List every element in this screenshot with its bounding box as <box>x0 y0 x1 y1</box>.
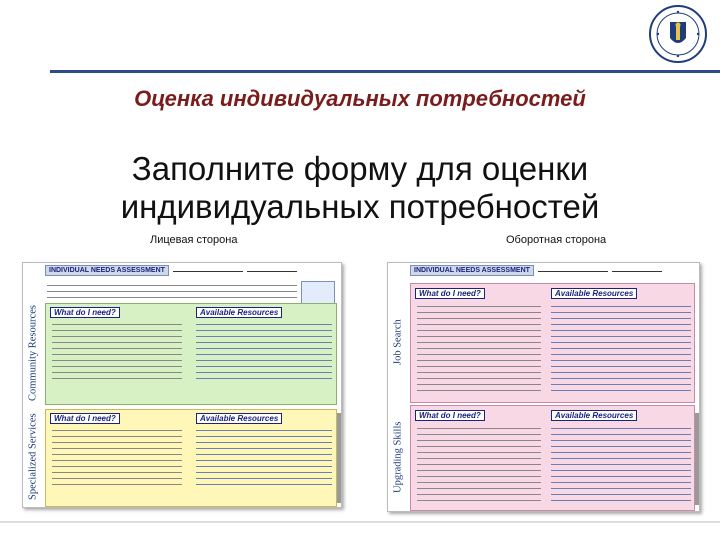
section-needs-lines <box>52 324 182 384</box>
slide-subtitle: Заполните форму для оценки индивидуальных потребностей <box>120 150 600 225</box>
section-question-label: What do I need? <box>50 413 120 424</box>
form-front-image <box>22 262 342 508</box>
footer-divider <box>0 521 720 523</box>
section-question-label: What do I need? <box>415 288 485 299</box>
state-seal-logo <box>648 4 708 64</box>
form-front-intro-lines <box>47 285 297 303</box>
section-needs-lines <box>417 306 541 396</box>
section-resources-label: Available Resources <box>196 307 282 318</box>
section-resources-label: Available Resources <box>551 288 637 299</box>
form-back-section-1 <box>410 283 695 403</box>
section-resources-label: Available Resources <box>196 413 282 424</box>
form-back-image <box>387 262 700 512</box>
section-question-label: What do I need? <box>50 307 120 318</box>
section-resources-lines <box>551 306 691 396</box>
form-back-section-2 <box>410 405 695 511</box>
section-needs-lines <box>417 428 541 506</box>
slide-title: Оценка индивидуальных потребностей <box>134 86 586 111</box>
form-front-scrollbar <box>337 413 341 503</box>
form-back-scrollbar <box>695 413 699 505</box>
side-label-community-resources: Community Resources <box>27 305 39 401</box>
form-front-section-2 <box>45 409 337 507</box>
header-divider <box>50 70 720 73</box>
section-resources-lines <box>196 324 332 384</box>
form-front-section-1 <box>45 303 337 405</box>
section-resources-lines <box>551 428 691 506</box>
section-resources-label: Available Resources <box>551 410 637 421</box>
section-question-label: What do I need? <box>415 410 485 421</box>
side-label-job-search: Job Search <box>392 319 404 365</box>
side-label-upgrading-skills: Upgrading Skills <box>392 421 404 493</box>
caption-front-side: Лицевая сторона <box>150 234 238 246</box>
section-resources-lines <box>196 430 332 490</box>
caption-back-side: Оборотная сторона <box>506 234 607 246</box>
form-front-header: INDIVIDUAL NEEDS ASSESSMENT <box>45 267 337 279</box>
section-needs-lines <box>52 430 182 490</box>
form-back-header: INDIVIDUAL NEEDS ASSESSMENT <box>410 267 695 279</box>
side-label-specialized-services: Specialized Services <box>27 413 39 501</box>
